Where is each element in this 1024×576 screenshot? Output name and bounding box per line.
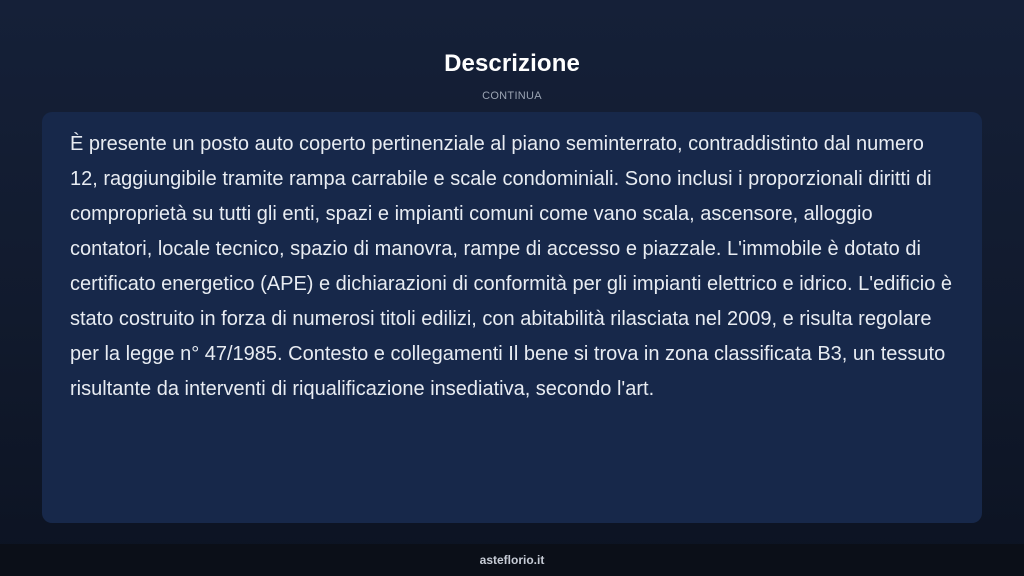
description-text: È presente un posto auto coperto pertinenziale al piano seminterrato, contraddistinto dal numero 12, raggiungibile tramite rampa carrabile e scale condominiali. Sono inclusi i proporzionali diritti di comproprietà su tutti gli enti, spazi e impianti comuni come vano scala, ascensore, alloggio contatori, locale tecnico, spazio di manovra, rampe di accesso e piazzale. L'immobile è dotato di certificato energetico (APE) e dichiarazioni di conformità per gli impianti elettrico e idrico. L'edificio è stato costruito in forza di numerosi titoli edilizi, con abitabilità rilasciata nel 2009, e risulta regolare per la legge n° 47/1985. Contesto e collegamenti Il bene si trova in zona classificata B3, un tessuto risultante da interventi di riqualificazione insediativa, secondo l'art. — [70, 133, 953, 400]
footer-site-label: asteflorio.it — [479, 553, 545, 567]
footer-bar — [0, 544, 1024, 576]
page-title: Descrizione — [444, 50, 580, 77]
page-subtitle: CONTINUA — [482, 90, 542, 102]
description-card — [42, 112, 982, 523]
